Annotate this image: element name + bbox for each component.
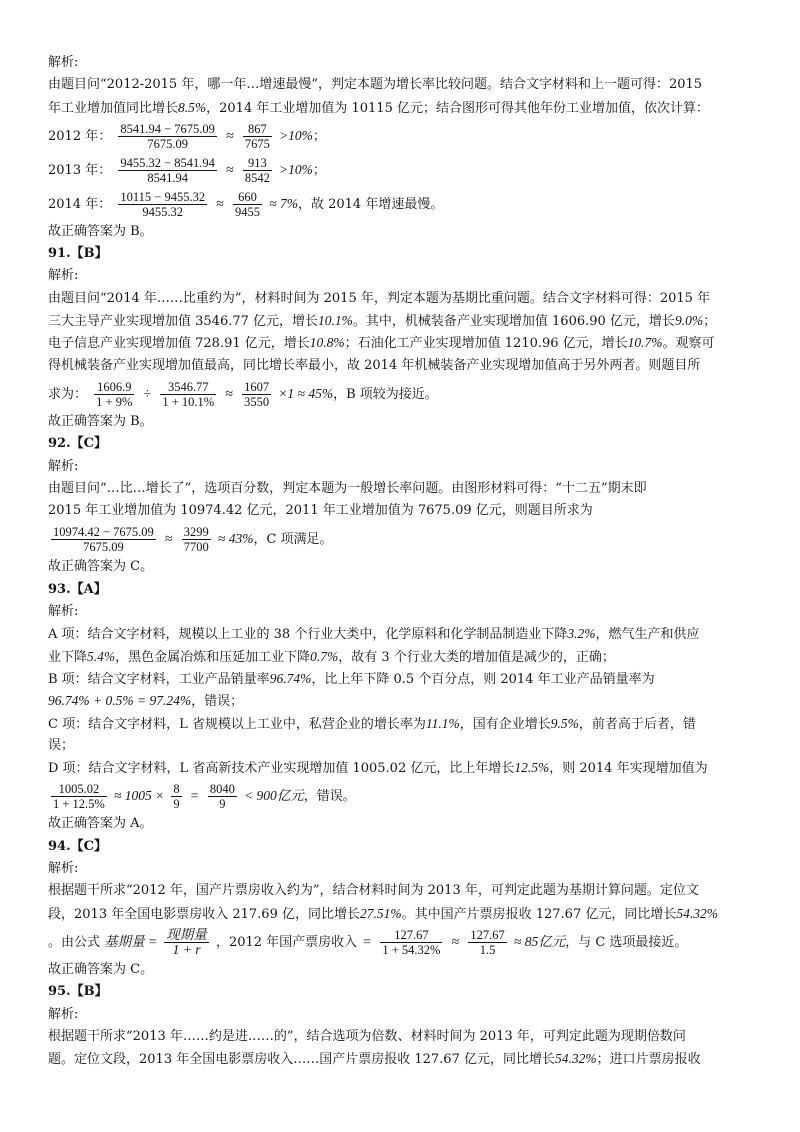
analysis-label: 解析:	[48, 55, 79, 70]
text-line: 三大主导产业实现增加值 3546.77 亿元，增长10.1%。其中，机械装备产业实现增加值 1606.90 亿元，增长9.0%；	[48, 313, 717, 330]
text-line: 年工业增加值同比增长8.5%，2014 年工业增加值为 10115 亿元；结合图形可得其他年份工业增加值，依次计算：	[48, 99, 709, 116]
fraction: $\frac{3546.77}{1 + 10.1\%}$	[162, 379, 215, 409]
fraction: $\frac{660}{9455}$	[235, 189, 261, 219]
formula-line-2013: 2013 年： $\frac{9455.32 - 8541.94}{8541.94}$ ≈ $\frac{913}{8542}$ >10%；	[48, 155, 326, 185]
formula-line: 求为： $\frac{1606.9}{1 + 9\%}$ ÷ $\frac{3546.77}{1 + 10.1\%}$ ≈ $\frac{1607}{3550}$ ×1 ≈ 45%，B 项较为接近。	[48, 379, 438, 409]
text-line: 2015 年工业增加值为 10974.42 亿元，2011 年工业增加值为 7675.09 亿元，则题目所求为	[48, 503, 593, 519]
text-line: 由题目问“2014 年……比重约为”，材料时间为 2015 年，判定本题为基期比重问题。结合文字材料可得：2015 年	[48, 290, 711, 306]
fraction: $\frac{1606.9}{1 + 9\%}$	[96, 379, 133, 409]
option-b-analysis: 96.74% + 0.5% = 97.24%，错误；	[48, 693, 244, 710]
fraction: $\frac{867}{7675}$	[244, 121, 270, 151]
answer-line: 故正确答案为 C。	[48, 559, 154, 575]
text-line: 题。定位文段，2013 年全国电影票房收入……国产片票房报收 127.67 亿元，同比增长54.32%；进口片票房报收	[48, 1051, 701, 1068]
text-line: 根据题干所求“2012 年，国产片票房收入约为”，结合材料时间为 2013 年，可判定此题为基期计算问题。定位文	[48, 883, 699, 899]
text-line: 电子信息产业实现增加值 728.91 亿元，增长10.8%；石油化工产业实现增加值 1210.96 亿元，增长10.7%。观察可	[48, 335, 715, 352]
answer-line: 故正确答案为 B。	[48, 413, 153, 429]
math-percent: 8.5%	[178, 99, 207, 115]
text-line: 根据题干所求“2013 年……约是进……的”，结合选项为倍数、材料时间为 2013 年，可判定此题为现期倍数问	[48, 1028, 686, 1044]
text-line: 由题目问“2012-2015 年，哪一年…增速最慢”，判定本题为增长率比较问题。结合文字材料和上一题可得：2015	[48, 77, 703, 93]
option-c-analysis: 误；	[48, 737, 75, 753]
formula-line: $\frac{10974.42 - 7675.09}{7675.09}$ ≈ $\frac{3299}{7700}$ ≈ 43%，C 项满足。	[53, 525, 333, 555]
fraction: $\frac{9455.32 - 8541.94}{8541.94}$	[120, 155, 215, 185]
fraction: $\frac{3299}{7700}$	[183, 525, 209, 555]
answer-explanations	[48, 52, 760, 1070]
fraction: $\frac{1005.02}{1 + 12.5\%}$	[53, 782, 105, 812]
fraction: $\frac{1607}{3550}$	[244, 379, 270, 409]
text-line: 得机械装备产业实现增加值最高，同比增长率最小，故 2014 年机械装备产业实现增加值高于另外两者。则题目所	[48, 357, 701, 373]
formula-line-2012: 2012 年： $\frac{8541.94 - 7675.09}{7675.09}$ ≈ $\frac{867}{7675}$ >10%；	[48, 121, 326, 151]
fraction: $\frac{127.67}{1 + 54.32\%}$	[382, 927, 441, 957]
option-a-analysis: 业下降5.4%，黑色金属冶炼和压延加工业下降0.7%，故有 3 个行业大类的增加值是减少的，正确；	[48, 648, 615, 665]
option-d-analysis: D 项：结合文字材料，L 省高新技术产业实现增加值 1005.02 亿元，比上年增长12.5%，则 2014 年实现增加值为	[48, 760, 708, 777]
fraction: $\frac{\text{现期量}}{1 + r}$	[166, 926, 207, 957]
fraction: $\frac{8040}{9}$	[209, 782, 235, 812]
fraction: $\frac{913}{8542}$	[244, 155, 270, 185]
answer-line: 故正确答案为 B。	[48, 223, 153, 239]
analysis-label: 解析:	[48, 458, 79, 474]
question-number-91: 91.【B】	[48, 246, 108, 262]
question-number-95: 95.【B】	[48, 984, 108, 1000]
formula-line-2014: 2014 年： $\frac{10115 - 9455.32}{9455.32}$ ≈ $\frac{660}{9455}$ ≈ 7%，故 2014 年增速最慢。	[48, 189, 444, 219]
fraction: $\frac{8}{9}$	[173, 782, 180, 812]
question-number-93: 93.【A】	[48, 581, 107, 597]
text-line: 段，2013 年全国电影票房收入 217.69 亿，同比增长27.51%。其中国产片票房报收 127.67 亿元，同比增长54.32%	[48, 905, 718, 922]
fraction: $\frac{127.67}{1.5}$	[470, 927, 505, 957]
formula-line: 。由公式 基期量 = $\frac{\text{现期量}}{1 + r}$ ，2012 年国产票房收入 = $\frac{127.67}{1 + 54.32\%}$ ≈ $\frac{127.67}{1.5}$ ≈ 85亿元，与 C 选项最接近。	[48, 926, 688, 957]
fraction: $\frac{10974.42 - 7675.09}{7675.09}$	[53, 525, 154, 555]
option-c-analysis: C 项：结合文字材料，L 省规模以上工业中，私营企业的增长率为11.1%，国有企业增长9.5%，前者高于后者，错	[48, 715, 696, 732]
analysis-label: 解析:	[48, 268, 79, 284]
analysis-label: 解析:	[48, 861, 79, 877]
answer-line: 故正确答案为 A。	[48, 816, 153, 832]
analysis-label: 解析:	[48, 604, 79, 620]
option-a-analysis: A 项：结合文字材料，规模以上工业的 38 个行业大类中，化学原料和化学制品制造业下降3.2%，燃气生产和供应	[48, 626, 700, 643]
option-b-analysis: B 项：结合文字材料，工业产品销量率96.74%，比上年下降 0.5 个百分点，则 2014 年工业产品销量率为	[48, 670, 655, 687]
formula-line: $\frac{1005.02}{1 + 12.5\%}$ ≈ 1005 × $\frac{8}{9}$ = $\frac{8040}{9}$ < 900亿元，错误。	[53, 782, 356, 812]
question-number-94: 94.【C】	[48, 838, 107, 854]
analysis-label: 解析:	[48, 1006, 79, 1022]
text-line: 由题目问“…比…增长了”，选项百分数，判定本题为一般增长率问题。由图形材料可得：“十二五”期末即	[48, 480, 647, 496]
fraction: $\frac{8541.94 - 7675.09}{7675.09}$	[120, 121, 215, 151]
question-number-92: 92.【C】	[48, 436, 107, 452]
answer-line: 故正确答案为 C。	[48, 961, 154, 977]
fraction: $\frac{10115 - 9455.32}{9455.32}$	[120, 189, 206, 219]
